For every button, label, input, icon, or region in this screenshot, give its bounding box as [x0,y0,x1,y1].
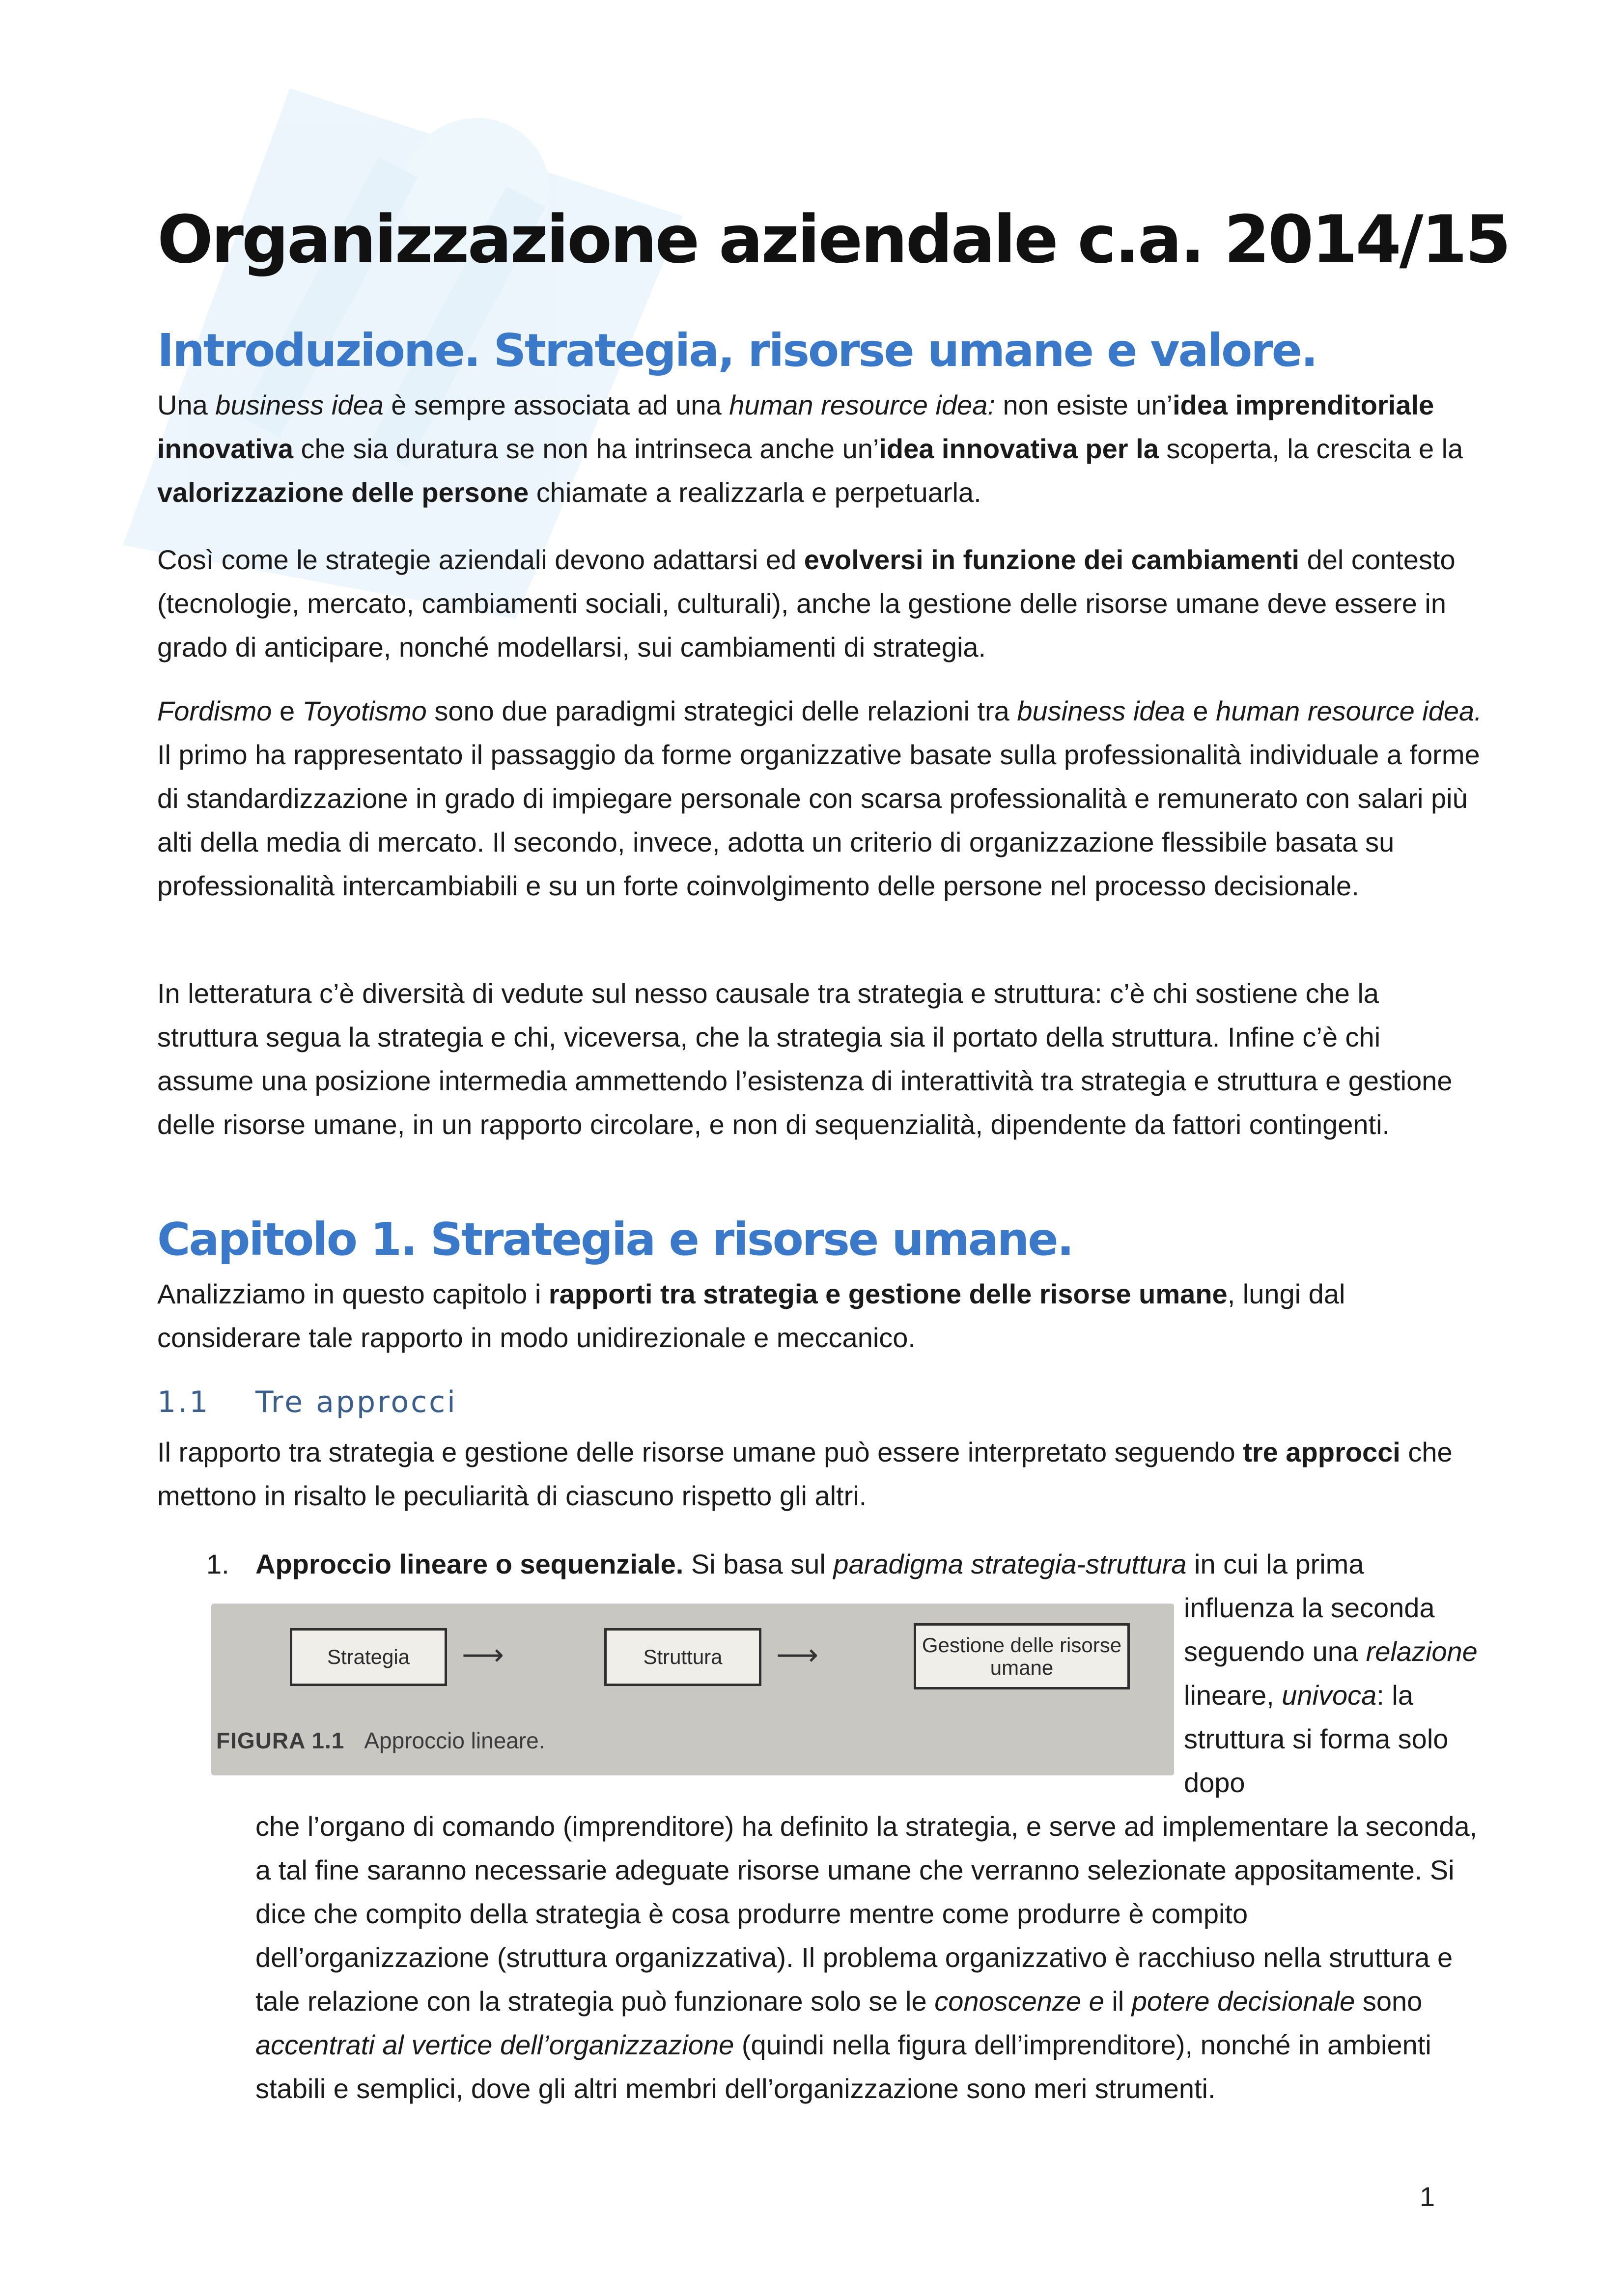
arrow-right-icon: ⟶ [462,1638,504,1671]
list-item-first-line: Approccio lineare o sequenziale. Si basa sul paradigma strategia-struttura in cui la prima [255,1549,1364,1579]
figure-caption [216,1727,545,1754]
intro-paragraph-4: In letteratura c’è diversità di vedute sul nesso causale tra strategia e struttura: c’è chi sostiene che la struttura segua la strategia e chi, viceversa, che la strategia sia il portato della struttura. Infine c’è chi assume una posizione intermedia ammettendo l’esistenza di interattività tra strategia e struttura e gestione delle risorse umane, in un rapporto circolare, e non di sequenzialità, dipendente da fattori contingenti. [157,978,1453,1140]
arrow-right-icon: ⟶ [776,1638,819,1671]
document-title: Organizzazione aziendale c.a. 2014/15 [157,201,1510,278]
figure-approccio-lineare [211,1604,1174,1775]
chapter1-heading: Capitolo 1. Strategia e risorse umane. [157,1213,1073,1266]
figure-box-strategia: Strategia [290,1628,447,1686]
intro-heading: Introduzione. Strategia, risorse umane e valore. [157,324,1317,377]
chapter1-paragraph-1: Analizziamo in questo capitolo i rapporti tra strategia e gestione delle risorse umane, lungi dal considerare tale rapporto in modo unidirezionale e meccanico. [157,1278,1345,1353]
intro-paragraph-1: Una business idea è sempre associata ad una human resource idea: non esiste un’idea imprenditoriale innovativa che sia duratura se non ha intrinseca anche un’idea innovativa per la scoperta, la crescita e la valorizzazione delle persone chiamate a realizzarla e perpetuarla. [157,389,1463,508]
intro-paragraph-2: Così come le strategie aziendali devono adattarsi ed evolversi in funzione dei cambiamenti del contesto (tecnologie, mercato, cambiamenti sociali, culturali), anche la gestione delle risorse umane deve essere in grado di anticipare, nonché modellarsi, sui cambiamenti di strategia. [157,544,1456,663]
page-number: 1 [1420,2181,1435,2212]
section-number: 1.1 [157,1385,210,1419]
list-item-side-text: influenza la seconda seguendo una relazione lineare, univoca: la struttura si forma solo dopo [1184,1592,1478,1798]
chapter1-paragraph-2: Il rapporto tra strategia e gestione delle risorse umane può essere interpretato seguendo tre approcci che mettono in risalto le peculiarità di ciascuno rispetto gli altri. [157,1437,1453,1511]
figure-caption-label: FIGURA 1.1 [216,1728,345,1753]
figure-caption-text: Approccio lineare. [364,1728,545,1753]
section-title: Tre approcci [255,1385,457,1419]
list-item-continuation: che l’organo di comando (imprenditore) ha definito la strategia, e serve ad implementare la seconda, a tal fine saranno necessarie adeguate risorse umane che verranno selezionate appositamente. Si dice che compito della strategia è cosa produrre mentre come produrre è compito dell’organizzazione (struttura organizzativa). Il problema organizzativo è racchiuso nella struttura e tale relazione con la strategia può funzionare solo se le conoscenze e il potere decisionale sono accentrati al vertice dell’organizzazione (quindi nella figura dell’imprenditore), nonché in ambienti stabili e semplici, dove gli altri membri dell’organizzazione sono meri strumenti. [255,1811,1478,2104]
figure-box-gestione: Gestione delle risorse umane [914,1623,1130,1689]
intro-paragraph-3: Fordismo e Toyotismo sono due paradigmi strategici delle relazioni tra business idea e human resource idea. Il primo ha rappresentato il passaggio da forme organizzative basate sulla professionalità individuale a forme di standardizzazione in grado di impiegare personale con scarsa professionalità e remunerato con salari più alti della media di mercato. Il secondo, invece, adotta un criterio di organizzazione flessibile basata su professionalità intercambiabili e su un forte coinvolgimento delle persone nel processo decisionale. [157,695,1482,901]
section-1-1-heading [157,1385,457,1419]
list-item-number: 1. [206,1549,229,1579]
figure-box-struttura: Struttura [604,1628,761,1686]
